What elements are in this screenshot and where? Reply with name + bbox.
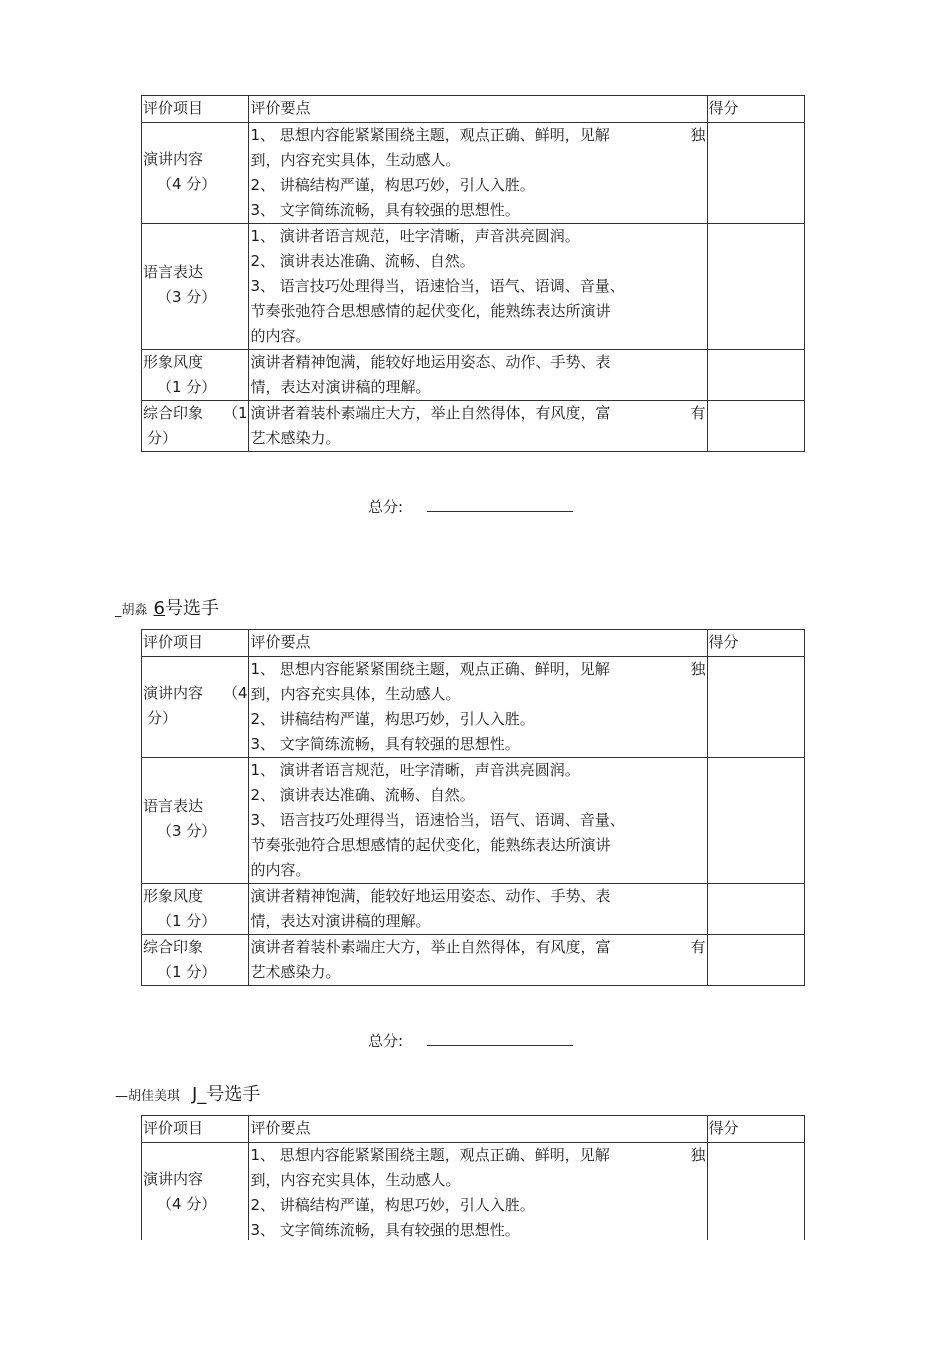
header-item: 评价项目 — [142, 630, 249, 657]
criteria-line: 2、 讲稿结构严谨，构思巧妙，引人入胜。 — [250, 176, 535, 194]
criteria-line: 演讲者着装朴素端庄大方，举止自然得体，有风度，富 有 — [250, 938, 706, 956]
table-header-row — [142, 1116, 805, 1143]
total-label: 总分: — [368, 498, 404, 516]
contestant-name: _胡淼 — [115, 603, 148, 618]
criteria-line: 到，内容充实具体，生动感人。 — [250, 151, 461, 169]
evaluation-table-3 — [141, 1115, 805, 1240]
criteria-line: 2、 演讲表达准确、流畅、自然。 — [250, 252, 475, 270]
criteria-line: 2、 讲稿结构严谨，构思巧妙，引人入胜。 — [250, 710, 535, 728]
criteria-line: 的内容。 — [250, 861, 311, 879]
contestant-name: —胡佳美琪 — [115, 1089, 181, 1104]
category-name: 语言表达 — [143, 263, 204, 281]
criteria-line: 演讲者精神饱满，能较好地运用姿态、动作、手势、表 — [250, 887, 611, 905]
category-name: 形象风度 — [143, 353, 204, 371]
criteria-line: 情，表达对演讲稿的理解。 — [250, 912, 431, 930]
header-points: 评价要点 — [249, 630, 707, 657]
category-points: （1 分） — [157, 912, 217, 930]
category-name: 语言表达 — [143, 797, 204, 815]
criteria-line: 1、 思想内容能紧紧围绕主题，观点正确、鲜明，见解 独 — [250, 126, 706, 144]
criteria-line: 节奏张弛符合思想感情的起伏变化，能熟练表达所演讲 — [250, 836, 611, 854]
category-points: 分） — [147, 429, 178, 447]
criteria-line: 1、 演讲者语言规范，吐字清晰，声音洪亮圆润。 — [250, 761, 580, 779]
criteria-line: 的内容。 — [250, 327, 311, 345]
contestant-label: _号选手 — [197, 1084, 261, 1105]
contestant-number: 6 — [153, 598, 165, 619]
header-item: 评价项目 — [142, 1116, 249, 1143]
header-points: 评价要点 — [249, 1116, 707, 1143]
criteria-line: 3、 文字简练流畅，具有较强的思想性。 — [250, 201, 520, 219]
category-name: 演讲内容 （4 — [143, 684, 248, 702]
criteria-line: 3、 文字简练流畅，具有较强的思想性。 — [250, 735, 520, 753]
category-cell — [142, 1143, 249, 1241]
criteria-cell — [249, 1143, 707, 1241]
category-points: （1 分） — [157, 963, 217, 981]
criteria-line: 情，表达对演讲稿的理解。 — [250, 378, 431, 396]
criteria-line: 1、 思想内容能紧紧围绕主题，观点正确、鲜明，见解 独 — [250, 1146, 706, 1164]
header-points: 评价要点 — [249, 96, 707, 123]
criteria-line: 艺术感染力。 — [250, 429, 341, 447]
header-score: 得分 — [707, 630, 804, 657]
category-name: 综合印象 — [143, 938, 204, 956]
criteria-line: 3、 语言技巧处理得当，语速恰当，语气、语调、音量、 — [250, 277, 625, 295]
criteria-line: 2、 讲稿结构严谨，构思巧妙，引人入胜。 — [250, 1196, 535, 1214]
score-cell[interactable] — [707, 1143, 804, 1241]
header-score: 得分 — [707, 1116, 804, 1143]
criteria-line: 演讲者精神饱满，能较好地运用姿态、动作、手势、表 — [250, 353, 611, 371]
criteria-line: 到，内容充实具体，生动感人。 — [250, 685, 461, 703]
criteria-line: 演讲者着装朴素端庄大方，举止自然得体，有风度，富 有 — [250, 404, 706, 422]
category-name: 综合印象 （1 — [143, 404, 248, 422]
category-name: 演讲内容 — [143, 1170, 204, 1188]
category-points: 分） — [147, 709, 178, 727]
contestant-number: J — [192, 1084, 198, 1105]
category-name: 演讲内容 — [143, 150, 204, 168]
criteria-line: 艺术感染力。 — [250, 963, 341, 981]
category-points: （4 分） — [157, 1195, 217, 1213]
criteria-line: 3、 语言技巧处理得当，语速恰当，语气、语调、音量、 — [250, 811, 625, 829]
criteria-line: 3、 文字简练流畅，具有较强的思想性。 — [250, 1221, 520, 1239]
criteria-line: 节奏张弛符合思想感情的起伏变化，能熟练表达所演讲 — [250, 302, 611, 320]
category-points: （3 分） — [157, 822, 217, 840]
contestant-label: 号选手 — [164, 598, 219, 619]
criteria-line: 2、 演讲表达准确、流畅、自然。 — [250, 786, 475, 804]
category-name: 形象风度 — [143, 887, 204, 905]
criteria-line: 到，内容充实具体，生动感人。 — [250, 1171, 461, 1189]
category-points: （3 分） — [157, 288, 217, 306]
header-score: 得分 — [707, 96, 804, 123]
criteria-line: 1、 思想内容能紧紧围绕主题，观点正确、鲜明，见解 独 — [250, 660, 706, 678]
category-points: （1 分） — [157, 378, 217, 396]
category-points: （4 分） — [157, 175, 217, 193]
criteria-line: 1、 演讲者语言规范，吐字清晰，声音洪亮圆润。 — [250, 227, 580, 245]
header-item: 评价项目 — [142, 96, 249, 123]
total-label: 总分: — [368, 1032, 404, 1050]
table-row — [142, 1143, 805, 1241]
